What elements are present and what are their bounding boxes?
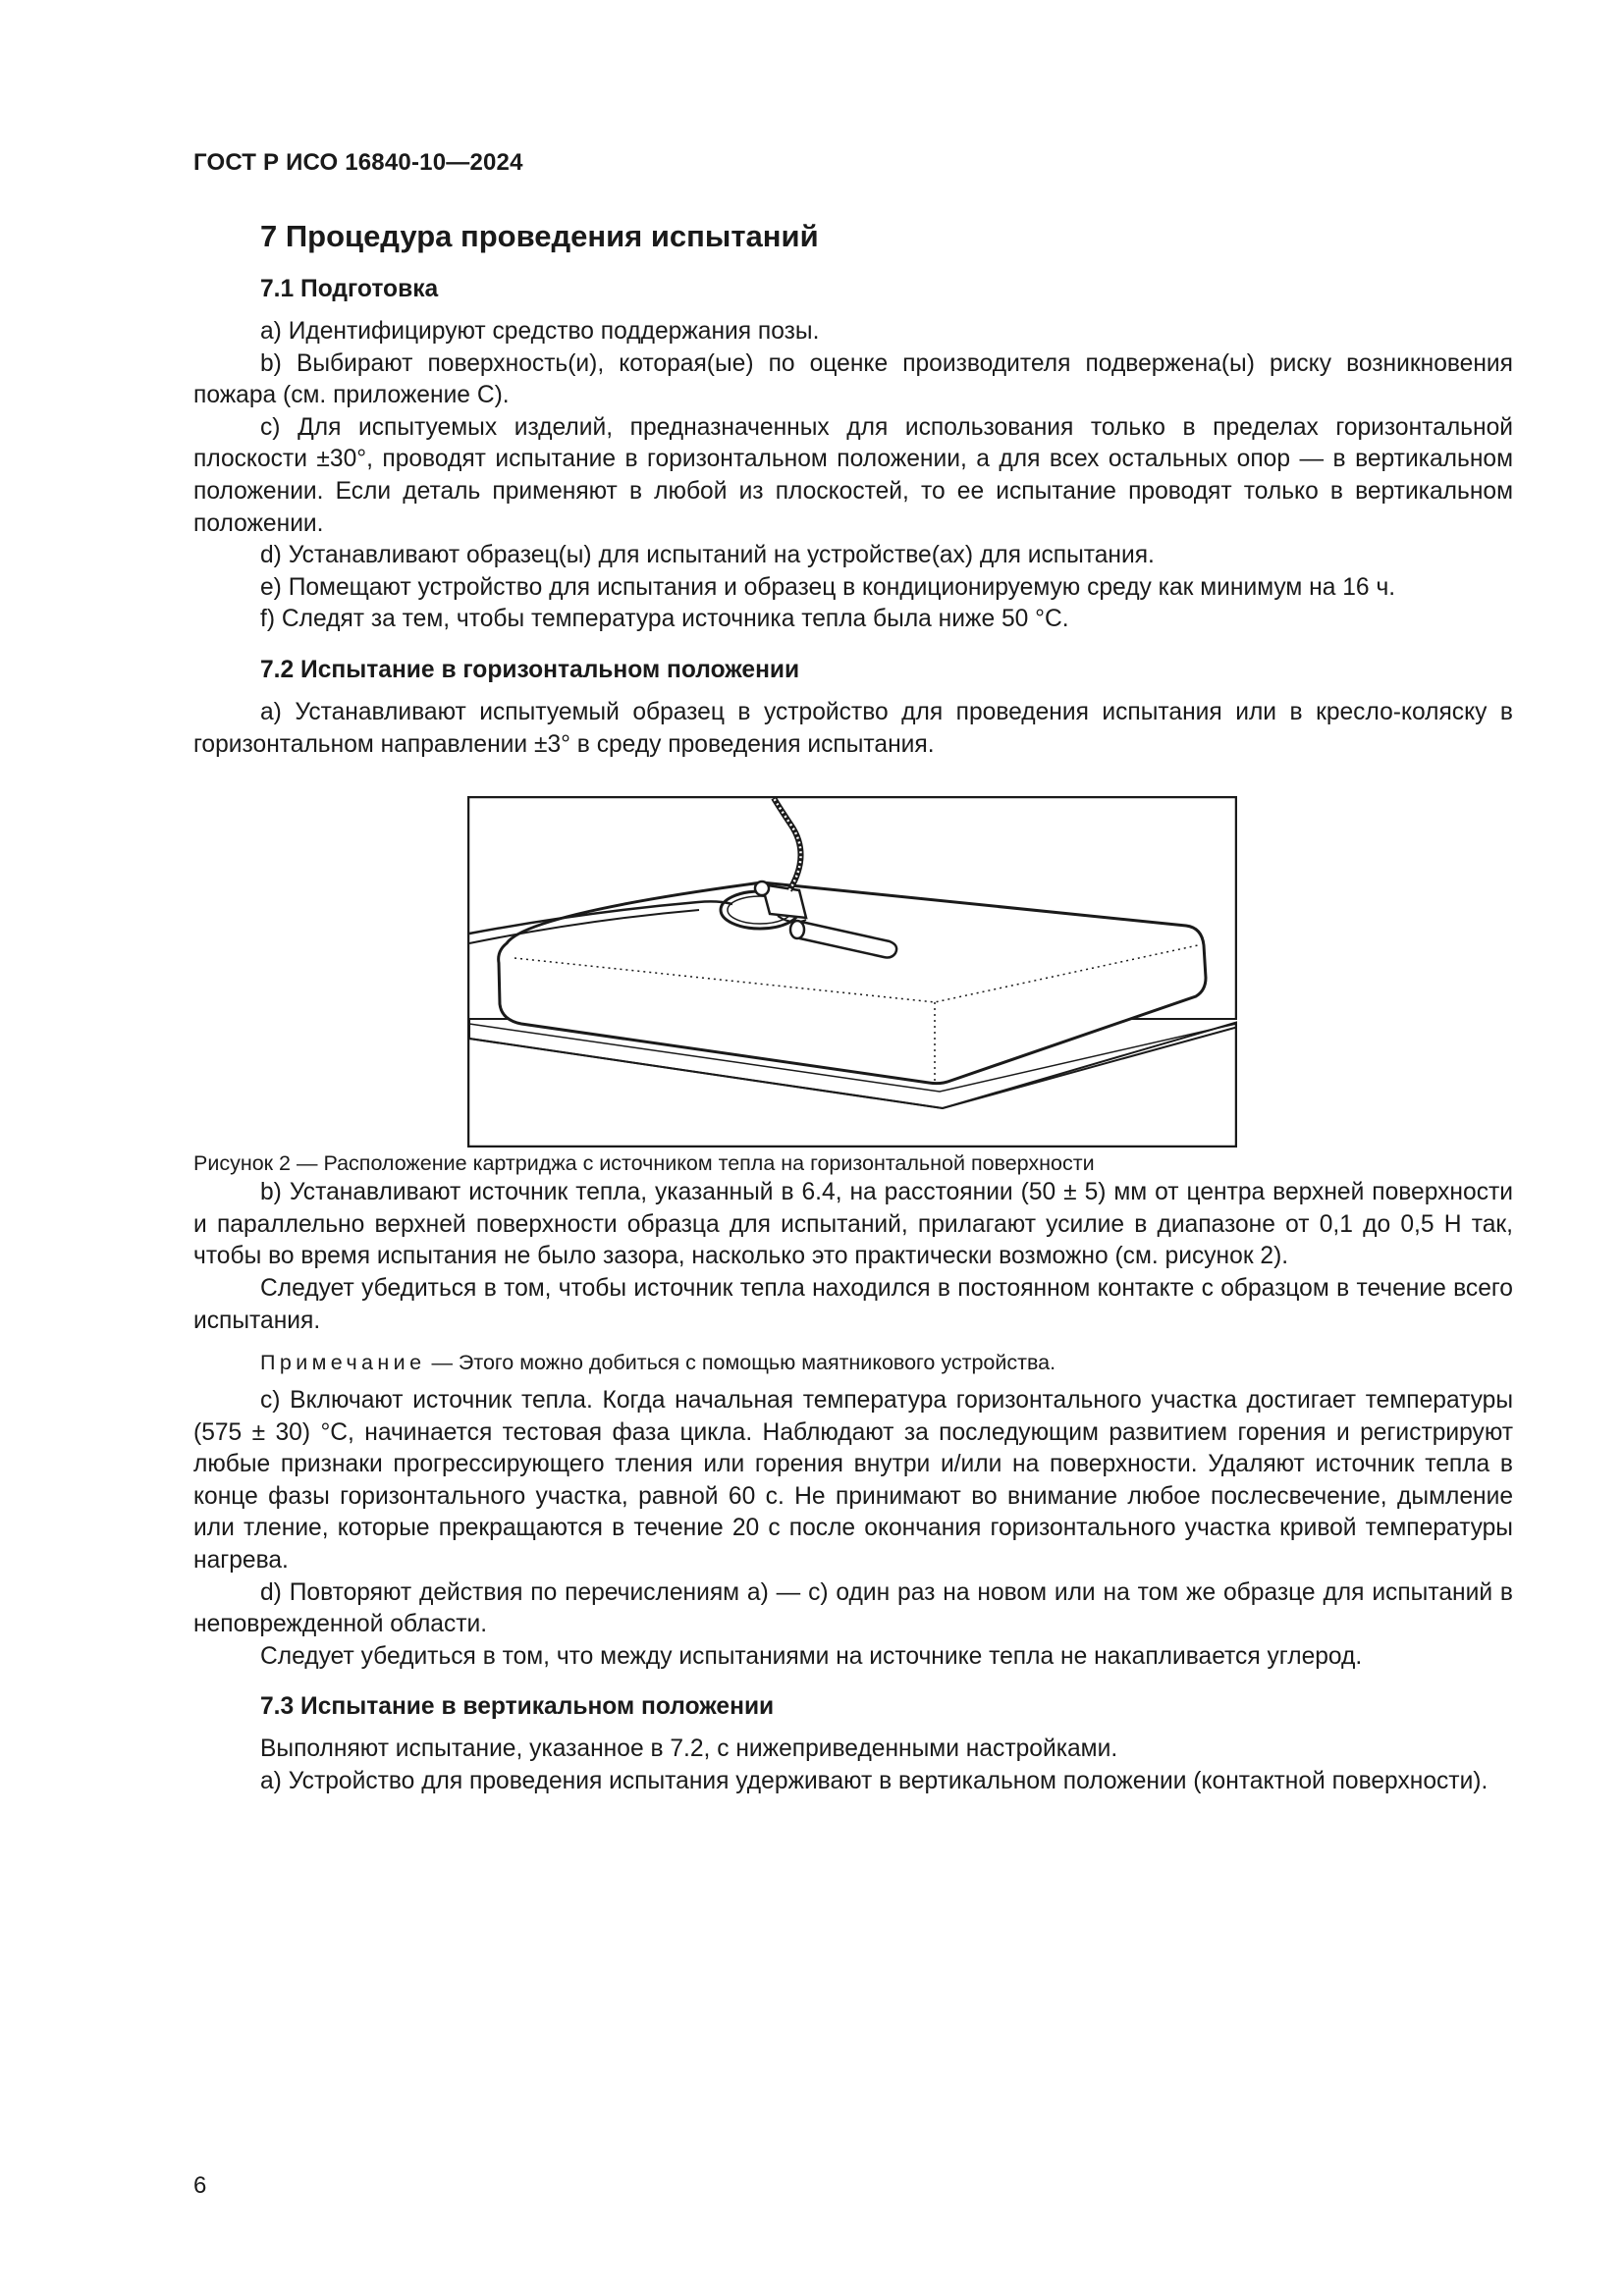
paragraph-7-2-c: c) Включают источник тепла. Когда начальная температура горизонтального участка достигает температуры (575 ± 30) °С, начинается тестовая фаза цикла. Наблюдают за последующим развитием горения и регистрируют любые признаки прогрессирующего тления или горения внутри и/или на поверхности. Удаляют источник тепла в конце фазы горизонтального участка, равной 60 с. Не принимают во внимание любое послесвечение, дымление или тление, которые прекращаются в течение 20 с после окончания горизонтального участка кривой температуры нагрева. — [193, 1387, 1513, 1575]
paragraph-7-1-d: d) Устанавливают образец(ы) для испытаний на устройстве(ах) для испытания. — [260, 542, 1155, 569]
section-title: 7 Процедура проведения испытаний — [260, 219, 819, 253]
figure-2-illustration — [467, 796, 1237, 1148]
note-label: Примечание — [260, 1351, 426, 1375]
paragraph-7-2-b-extra: Следует убедиться в том, чтобы источник тепла находился в постоянном контакте с образцом в течение всего испытания. — [193, 1274, 1513, 1334]
paragraph-7-2-d: d) Повторяют действия по перечислениям а) — с) один раз на новом или на том же образце для испытаний в неповрежденной области. — [193, 1578, 1513, 1638]
paragraph-7-1-a: a) Идентифицируют средство поддержания позы. — [260, 318, 820, 345]
subsection-title-7-1: 7.1 Подготовка — [260, 276, 439, 302]
paragraph-7-2-d-extra: Следует убедиться в том, что между испытаниями на источнике тепла не накапливается углерод. — [260, 1642, 1363, 1670]
paragraph-7-1-e: e) Помещают устройство для испытания и образец в кондиционируемую среду как минимум на 16 ч. — [260, 573, 1396, 601]
page-body — [193, 218, 1513, 1798]
paragraph-7-3-intro: Выполняют испытание, указанное в 7.2, с нижеприведенными настройками. — [260, 1735, 1118, 1763]
paragraph-7-2-b: b) Устанавливают источник тепла, указанный в 6.4, на расстоянии (50 ± 5) мм от центра верхней поверхности и параллельно верхней поверхности образца для испытаний, прилагают усилие в диапазоне от 0,1 до 0,5 Н так, чтобы во время испытания не было зазора, насколько это практически возможно (см. рисунок 2). — [193, 1179, 1513, 1270]
document-header: ГОСТ Р ИСО 16840-10—2024 — [193, 149, 523, 176]
subsection-title-7-2: 7.2 Испытание в горизонтальном положении — [260, 656, 800, 683]
paragraph-7-2-a: a) Устанавливают испытуемый образец в устройство для проведения испытания или в кресло-коляску в горизонтальном направлении ±3° в среду проведения испытания. — [193, 698, 1513, 758]
figure-2 — [193, 796, 1513, 1149]
subsection-title-7-3: 7.3 Испытание в вертикальном положении — [260, 1693, 775, 1721]
page-number: 6 — [193, 2172, 207, 2199]
figure-2-caption: Рисунок 2 — Расположение картриджа с источником тепла на горизонтальной поверхности — [193, 1151, 1095, 1176]
paragraph-7-1-b: b) Выбирают поверхность(и), которая(ые) по оценке производителя подвержена(ы) риску возникновения пожара (см. приложение С). — [193, 349, 1513, 409]
paragraph-7-3-a: a) Устройство для проведения испытания удерживают в вертикальном положении (контактной поверхности). — [260, 1768, 1489, 1795]
paragraph-7-1-f: f) Следят за тем, чтобы температура источника тепла была ниже 50 °С. — [260, 606, 1069, 633]
paragraph-7-1-c: c) Для испытуемых изделий, предназначенных для использования только в пределах горизонтальной плоскости ±30°, проводят испытание в горизонтальном положении, а для всех остальных опор — в вертикальном положении. Если деталь применяют в любой из плоскостей, то ее испытание проводят только в вертикальном положении. — [193, 413, 1513, 537]
note-text: — Этого можно добиться с помощью маятникового устройства. — [431, 1351, 1056, 1375]
note — [193, 1348, 1513, 1377]
